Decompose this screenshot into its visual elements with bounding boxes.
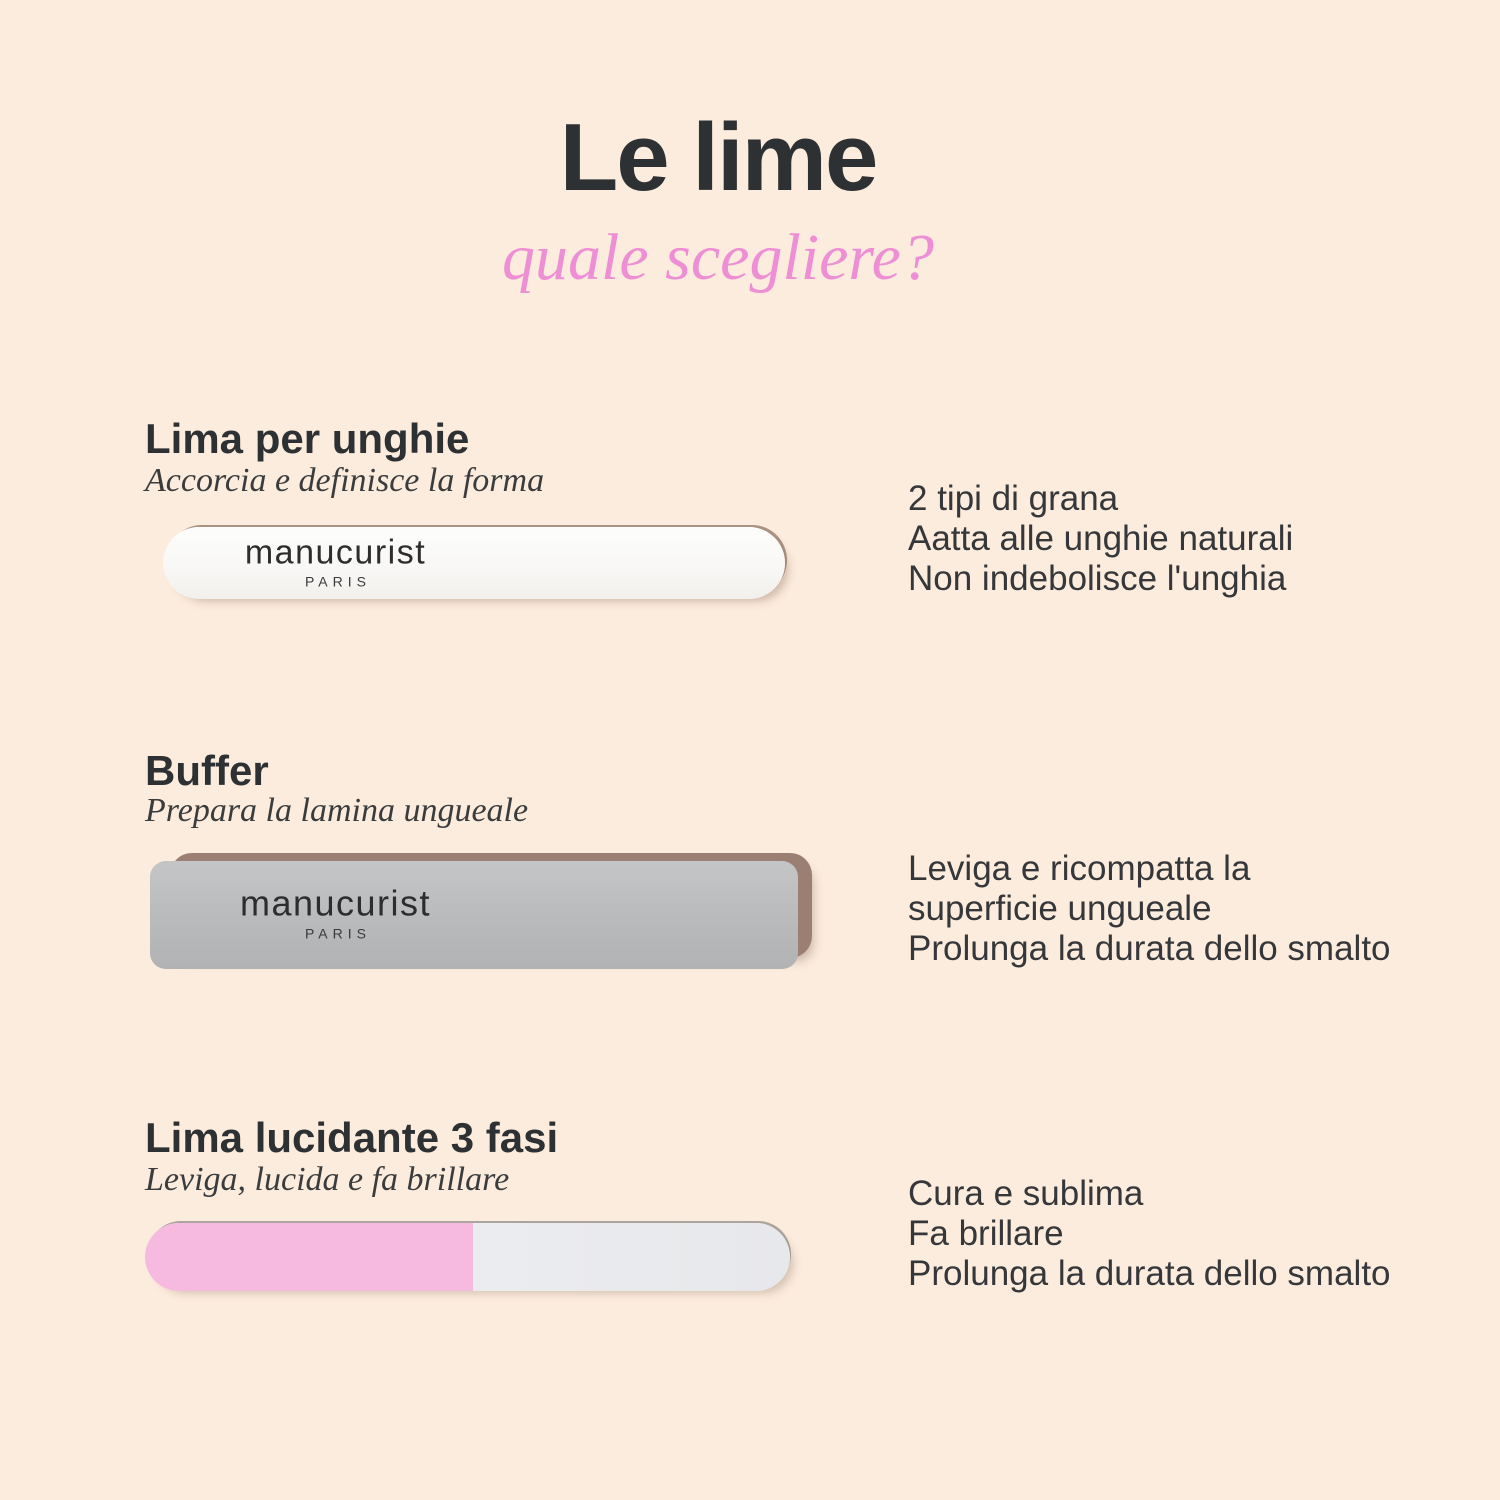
section-heading-lima-lucidante: Lima lucidante 3 fasi <box>145 1114 559 1161</box>
feature-line: 2 tipi di grana <box>908 479 1119 518</box>
brand-name: manucurist <box>244 533 427 572</box>
feature-line: superficie ungueale <box>908 889 1212 928</box>
feature-line: Non indebolisce l'unghia <box>908 559 1287 598</box>
feature-line: Fa brillare <box>908 1214 1064 1253</box>
white-nail-file-image <box>163 527 785 599</box>
features-lima-lucidante <box>908 1174 1468 1294</box>
feature-line: Prolunga la durata dello smalto <box>908 1254 1391 1293</box>
section-tagline-lima-per-unghie: Accorcia e definisce la forma <box>145 462 545 499</box>
features-lima-per-unghie <box>908 479 1468 599</box>
header <box>0 104 1500 294</box>
brand-logo <box>239 882 432 942</box>
page-subtitle: quale scegliere? <box>502 220 934 294</box>
section-heading-lima-per-unghie: Lima per unghie <box>145 415 470 462</box>
features-buffer <box>908 849 1468 969</box>
feature-line: Aatta alle unghie naturali <box>908 519 1294 558</box>
feature-line: Leviga e ricompatta la <box>908 849 1251 888</box>
page-title: Le lime <box>559 104 877 211</box>
brand-city: PARIS <box>305 925 371 942</box>
section-tagline-buffer: Prepara la lamina ungueale <box>145 792 529 829</box>
feature-line: Prolunga la durata dello smalto <box>908 929 1391 968</box>
section-tagline-lima-lucidante: Leviga, lucida e fa brillare <box>145 1161 510 1198</box>
section-heading-buffer: Buffer <box>145 747 269 794</box>
brand-logo <box>244 533 427 590</box>
gray-buffer-image <box>150 861 798 969</box>
polishing-file-image <box>145 1223 790 1291</box>
feature-line: Cura e sublima <box>908 1174 1144 1213</box>
brand-city: PARIS <box>305 573 371 590</box>
brand-name: manucurist <box>239 882 432 924</box>
